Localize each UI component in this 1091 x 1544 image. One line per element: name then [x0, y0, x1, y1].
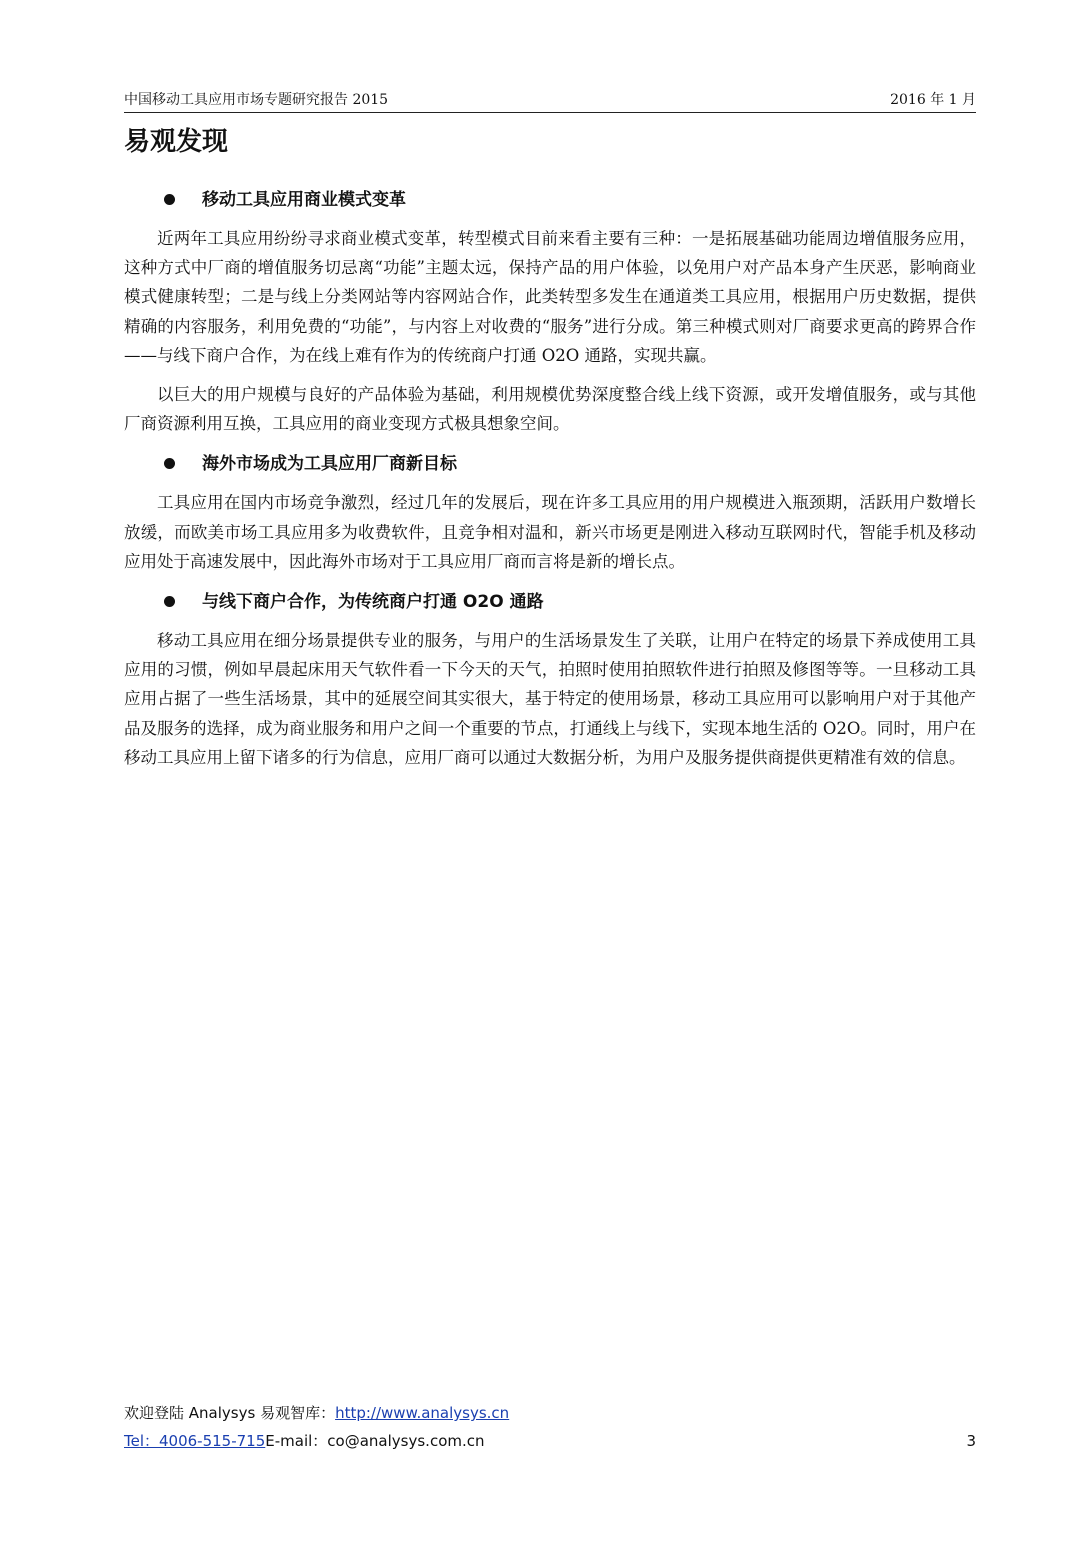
page-header	[124, 90, 976, 113]
footer-contact-line	[124, 1427, 976, 1455]
page-title: 易观发现	[124, 127, 229, 157]
paragraph: 近两年工具应用纷纷寻求商业模式变革，转型模式目前来看主要有三种：一是拓展基础功能周边增值服务应用，这种方式中厂商的增值服务切忌离“功能”主题太远，保持产品的用户体验，以免用户对产品本身产生厌恶，影响商业模式健康转型；二是与线上分类网站等内容网站合作，此类转型多发生在通道类工具应用，根据用户历史数据，提供精确的内容服务，利用免费的“功能”，与内容上对收费的“服务”进行分成。第三种模式则对厂商要求更高的跨界合作——与线下商户合作，为在线上难有作为的传统商户打通 O2O 通路，实现共赢。	[124, 229, 976, 365]
footer-welcome-line	[124, 1399, 976, 1427]
email-text: E-mail：co@analysys.com.cn	[265, 1432, 485, 1450]
page-footer	[124, 1399, 976, 1455]
bullet-icon	[164, 194, 175, 205]
tel-link[interactable]: Tel：4006-515-715	[124, 1432, 266, 1450]
footer-brand: Analysys	[188, 1404, 256, 1422]
section-heading-text: 移动工具应用商业模式变革	[202, 190, 406, 210]
section-heading	[124, 184, 976, 216]
report-title: 中国移动工具应用市场专题研究报告 2015	[124, 92, 389, 108]
section-heading	[124, 586, 976, 618]
section-heading-text: 海外市场成为工具应用厂商新目标	[202, 454, 457, 475]
paragraph: 工具应用在国内市场竞争激烈，经过几年的发展后，现在许多工具应用的用户规模进入瓶颈期，活跃用户数增长放缓，而欧美市场工具应用多为收费软件，且竞争相对温和，新兴市场更是刚进入移动互联网时代，智能手机及移动应用处于高速发展中，因此海外市场对于工具应用厂商而言将是新的增长点。	[124, 493, 976, 571]
paragraph: 以巨大的用户规模与良好的产品体验为基础，利用规模优势深度整合线上线下资源，或开发增值服务，或与其他厂商资源利用互换，工具应用的商业变现方式极具想象空间。	[124, 385, 976, 434]
page-number: 3	[966, 1432, 976, 1450]
report-body	[124, 184, 976, 782]
section-o2o	[124, 586, 976, 772]
section-heading	[124, 448, 976, 480]
footer-welcome-suffix: 易观智库：	[255, 1404, 336, 1422]
section-heading-text: 与线下商户合作，为传统商户打通 O2O 通路	[202, 592, 544, 613]
report-date: 2016 年 1 月	[890, 92, 976, 108]
section-business-model	[124, 184, 976, 438]
section-overseas-market	[124, 448, 976, 576]
website-link[interactable]: http://www.analysys.cn	[335, 1404, 510, 1422]
bullet-icon	[164, 596, 175, 607]
footer-welcome-prefix: 欢迎登陆	[124, 1404, 189, 1422]
paragraph: 移动工具应用在细分场景提供专业的服务，与用户的生活场景发生了关联，让用户在特定的场景下养成使用工具应用的习惯，例如早晨起床用天气软件看一下今天的天气，拍照时使用拍照软件进行拍照及修图等等。一旦移动工具应用占据了一些生活场景，其中的延展空间其实很大，基于特定的使用场景，移动工具应用可以影响用户对于其他产品及服务的选择，成为商业服务和用户之间一个重要的节点，打通线上与线下，实现本地生活的 O2O。同时，用户在移动工具应用上留下诸多的行为信息，应用厂商可以通过大数据分析，为用户及服务提供商提供更精准有效的信息。	[124, 631, 976, 767]
bullet-icon	[164, 458, 175, 469]
